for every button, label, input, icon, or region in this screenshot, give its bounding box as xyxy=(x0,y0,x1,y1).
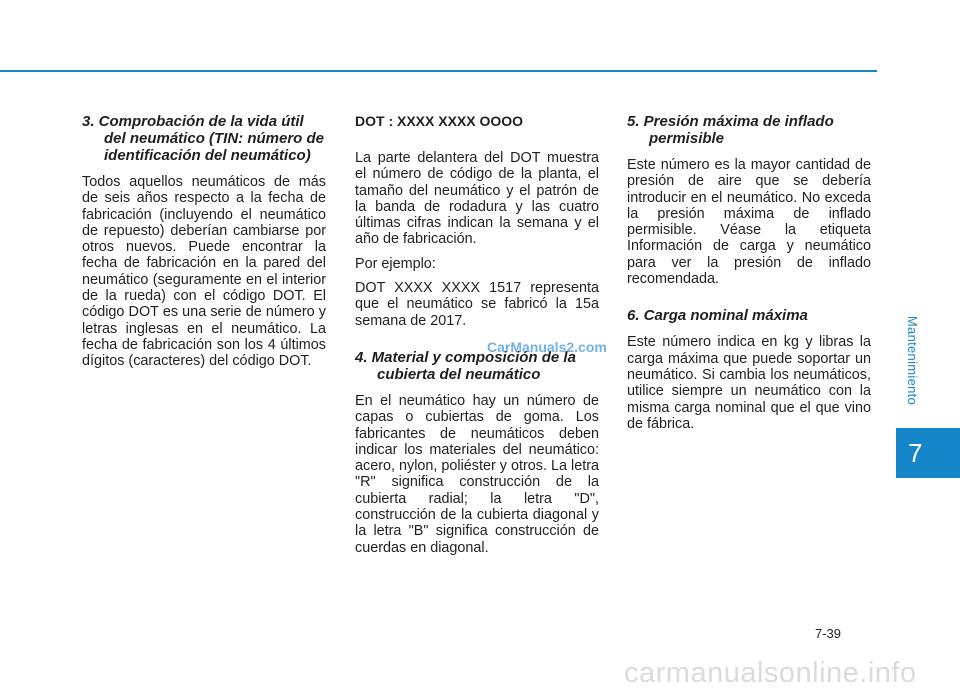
section-heading-max-load: 6. Carga nominal máxima xyxy=(627,307,808,325)
paragraph-tire-age: Todos aquellos neumáticos de más de seis años respecto a la fecha de fabricación (incluyendo el neumático de repuesto) deberían cambiarse por otros nuevos. Puede encontrar la fecha de fabricación en la pared del neumático (seguramente en el interior de la rueda) con el código DOT. El código DOT es una serie de número y letras inglesas en el neumático. La fecha de fabricación son los 4 últimos dígitos (caracteres) del código DOT. xyxy=(82,174,326,370)
section-side-label xyxy=(898,290,928,430)
section-heading-material: 4. Material y composición de la cubierta del neumático xyxy=(355,348,576,383)
watermark-bottom: carmanualsonline.info xyxy=(624,657,917,689)
section-side-label-text: Mantenimiento xyxy=(905,315,921,405)
paragraph-max-load: Este número indica en kg y libras la carga máxima que puede soportar un neumático. Si cambia los neumáticos, utilice siempre un neumático con la misma carga nominal que el que vino de fábrica. xyxy=(627,334,871,432)
paragraph-dot-explanation: La parte delantera del DOT muestra el número de código de la planta, el tamaño del neumático y el patrón de la banda de rodadura y las cuatro últimas cifras indican la semana y el año de fabricación. xyxy=(355,150,599,248)
paragraph-material: En el neumático hay un número de capas o cubiertas de goma. Los fabricantes de neumáticos deben indicar los materiales del neumático: acero, nylon, poliéster y otros. La letra "R" significa construcción de la cubierta radial; la letra "D", construcción de la cubierta diagonal y la letra "B" significa construcción de cuerdas en diagonal. xyxy=(355,392,599,556)
header-rule xyxy=(0,70,877,72)
paragraph-max-pressure: Este número es la mayor cantidad de presión de aire que se debería introducir en el neumático. No exceda la presión máxima de inflado permisible. Véase la etiqueta Información de carga y neumático para ver la presión de inflado recomendada. xyxy=(627,157,871,288)
dot-code-example: DOT : XXXX XXXX OOOO xyxy=(355,113,524,129)
column-3 xyxy=(627,113,871,440)
page-number: 7-39 xyxy=(815,626,842,641)
column-1 xyxy=(82,113,326,378)
paragraph-example-label: Por ejemplo: xyxy=(355,255,436,272)
paragraph-example-text: DOT XXXX XXXX 1517 representa que el neumático se fabricó la 15a semana de 2017. xyxy=(355,280,599,329)
watermark-center: CarManuals2.com xyxy=(487,339,607,355)
chapter-number: 7 xyxy=(908,437,923,468)
chapter-tab xyxy=(896,428,960,478)
section-heading-tire-age: 3. Comprobación de la vida útil del neumático (TIN: número de identificación del neumático) xyxy=(82,113,325,164)
section-heading-max-pressure: 5. Presión máxima de inflado permisible xyxy=(627,113,834,147)
